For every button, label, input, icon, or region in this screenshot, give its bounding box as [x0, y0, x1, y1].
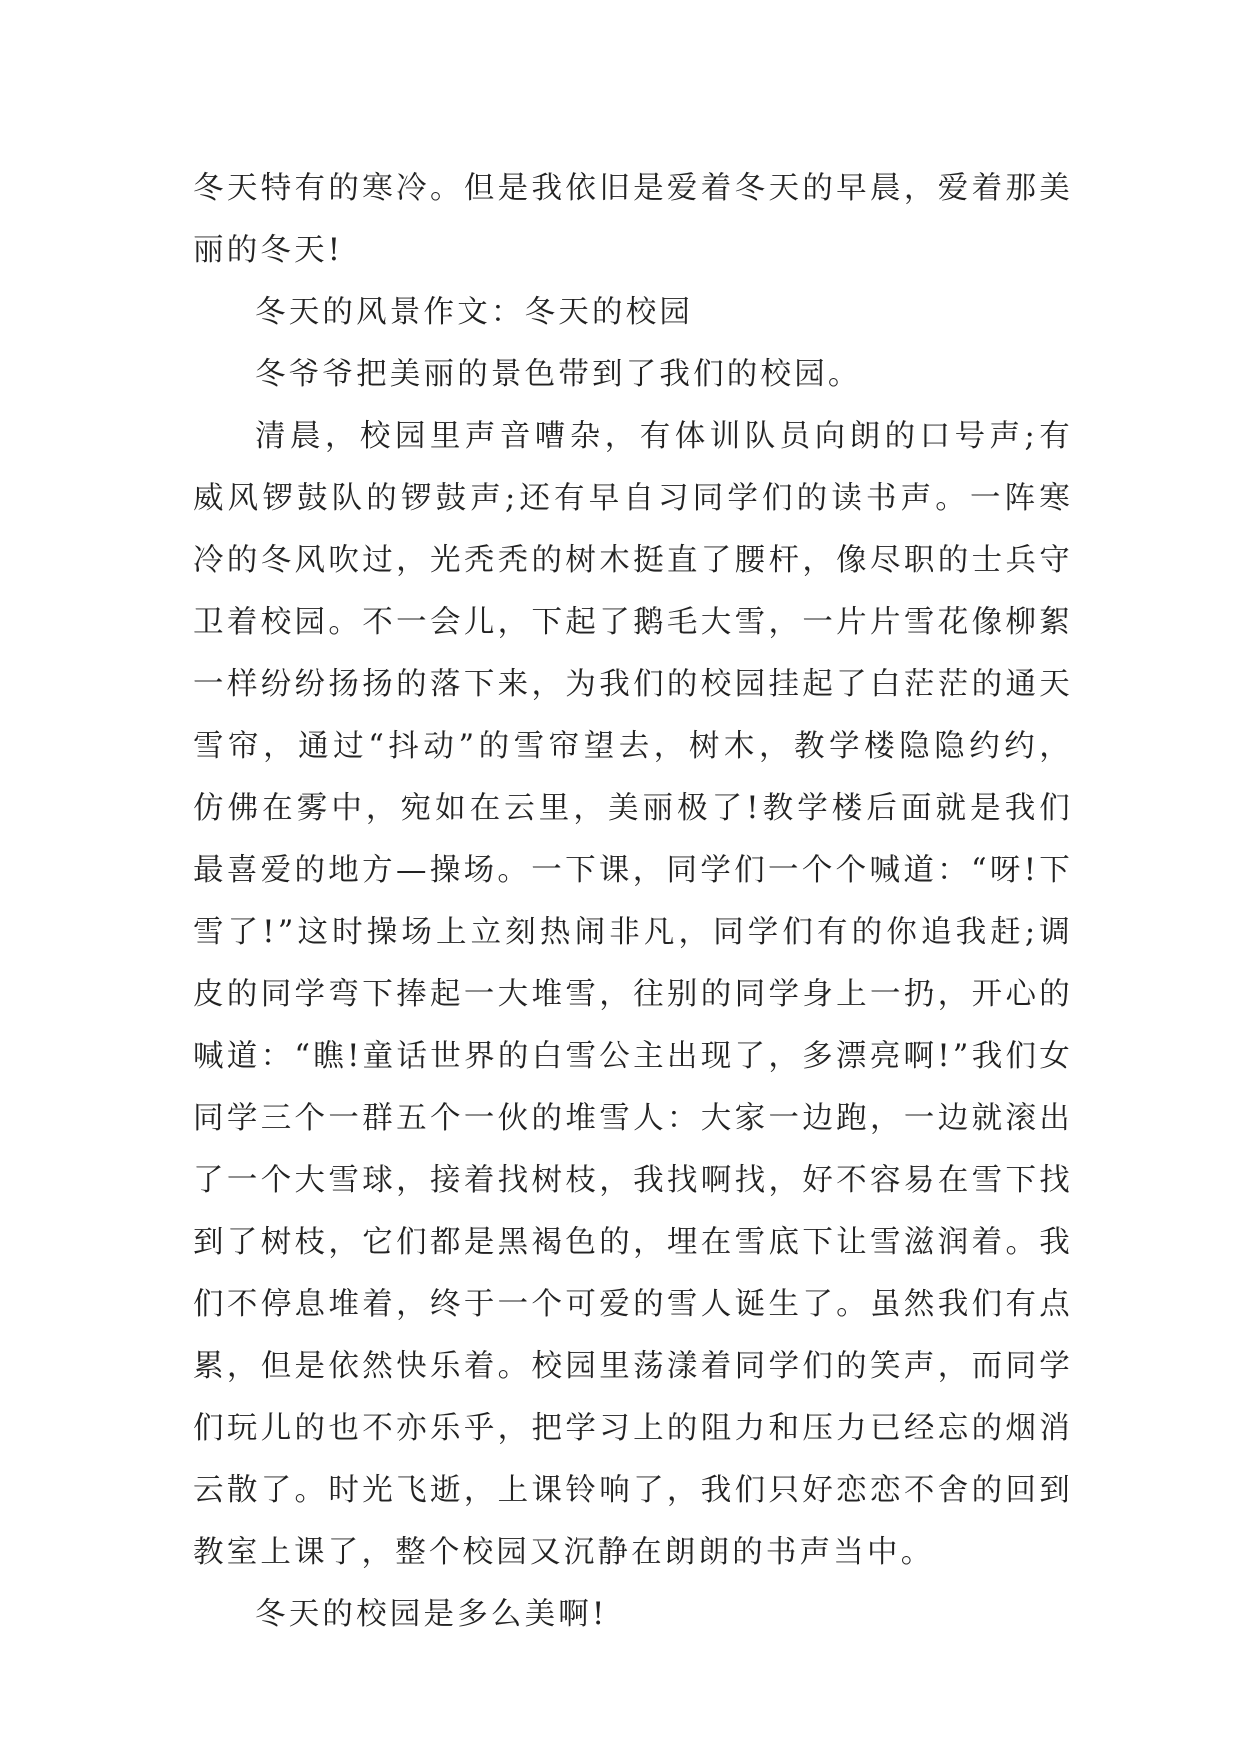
paragraph-closing: 冬天的校园是多么美啊!	[255, 1597, 608, 1632]
section-heading: 冬天的风景作文：冬天的校园	[255, 295, 694, 330]
document-body	[193, 158, 1073, 1646]
paragraph-intro: 冬爷爷把美丽的景色带到了我们的校园。	[255, 357, 862, 392]
paragraph-main: 清晨，校园里声音嘈杂，有体训队员向朗的口号声;有威风锣鼓队的锣鼓声;还有早自习同学们的读书声。一阵寒冷的冬风吹过，光秃秃的树木挺直了腰杆，像尽职的士兵守卫着校园。不一会儿，下起了鹅毛大雪，一片片雪花像柳絮一样纷纷扬扬的落下来，为我们的校园挂起了白茫茫的通天雪帘，通过“抖动”的雪帘望去，树木，教学楼隐隐约约，仿佛在雾中，宛如在云里，美丽极了!教学楼后面就是我们最喜爱的地方—操场。一下课，同学们一个个喊道：“呀!下雪了!”这时操场上立刻热闹非凡，同学们有的你追我赶;调皮的同学弯下捧起一大堆雪，往别的同学身上一扔，开心的喊道：“瞧!童话世界的白雪公主出现了，多漂亮啊!”我们女同学三个一群五个一伙的堆雪人：大家一边跑，一边就滚出了一个大雪球，接着找树枝，我找啊找，好不容易在雪下找到了树枝，它们都是黑褐色的，埋在雪底下让雪滋润着。我们不停息堆着，终于一个可爱的雪人诞生了。虽然我们有点累，但是依然快乐着。校园里荡漾着同学们的笑声，而同学们玩儿的也不亦乐乎，把学习上的阻力和压力已经忘的烟消云散了。时光飞逝，上课铃响了，我们只好恋恋不舍的回到教室上课了，整个校园又沉静在朗朗的书声当中。	[193, 419, 1073, 1570]
paragraph-continuation: 冬天特有的寒冷。但是我依旧是爱着冬天的早晨，爱着那美丽的冬天!	[193, 171, 1073, 268]
